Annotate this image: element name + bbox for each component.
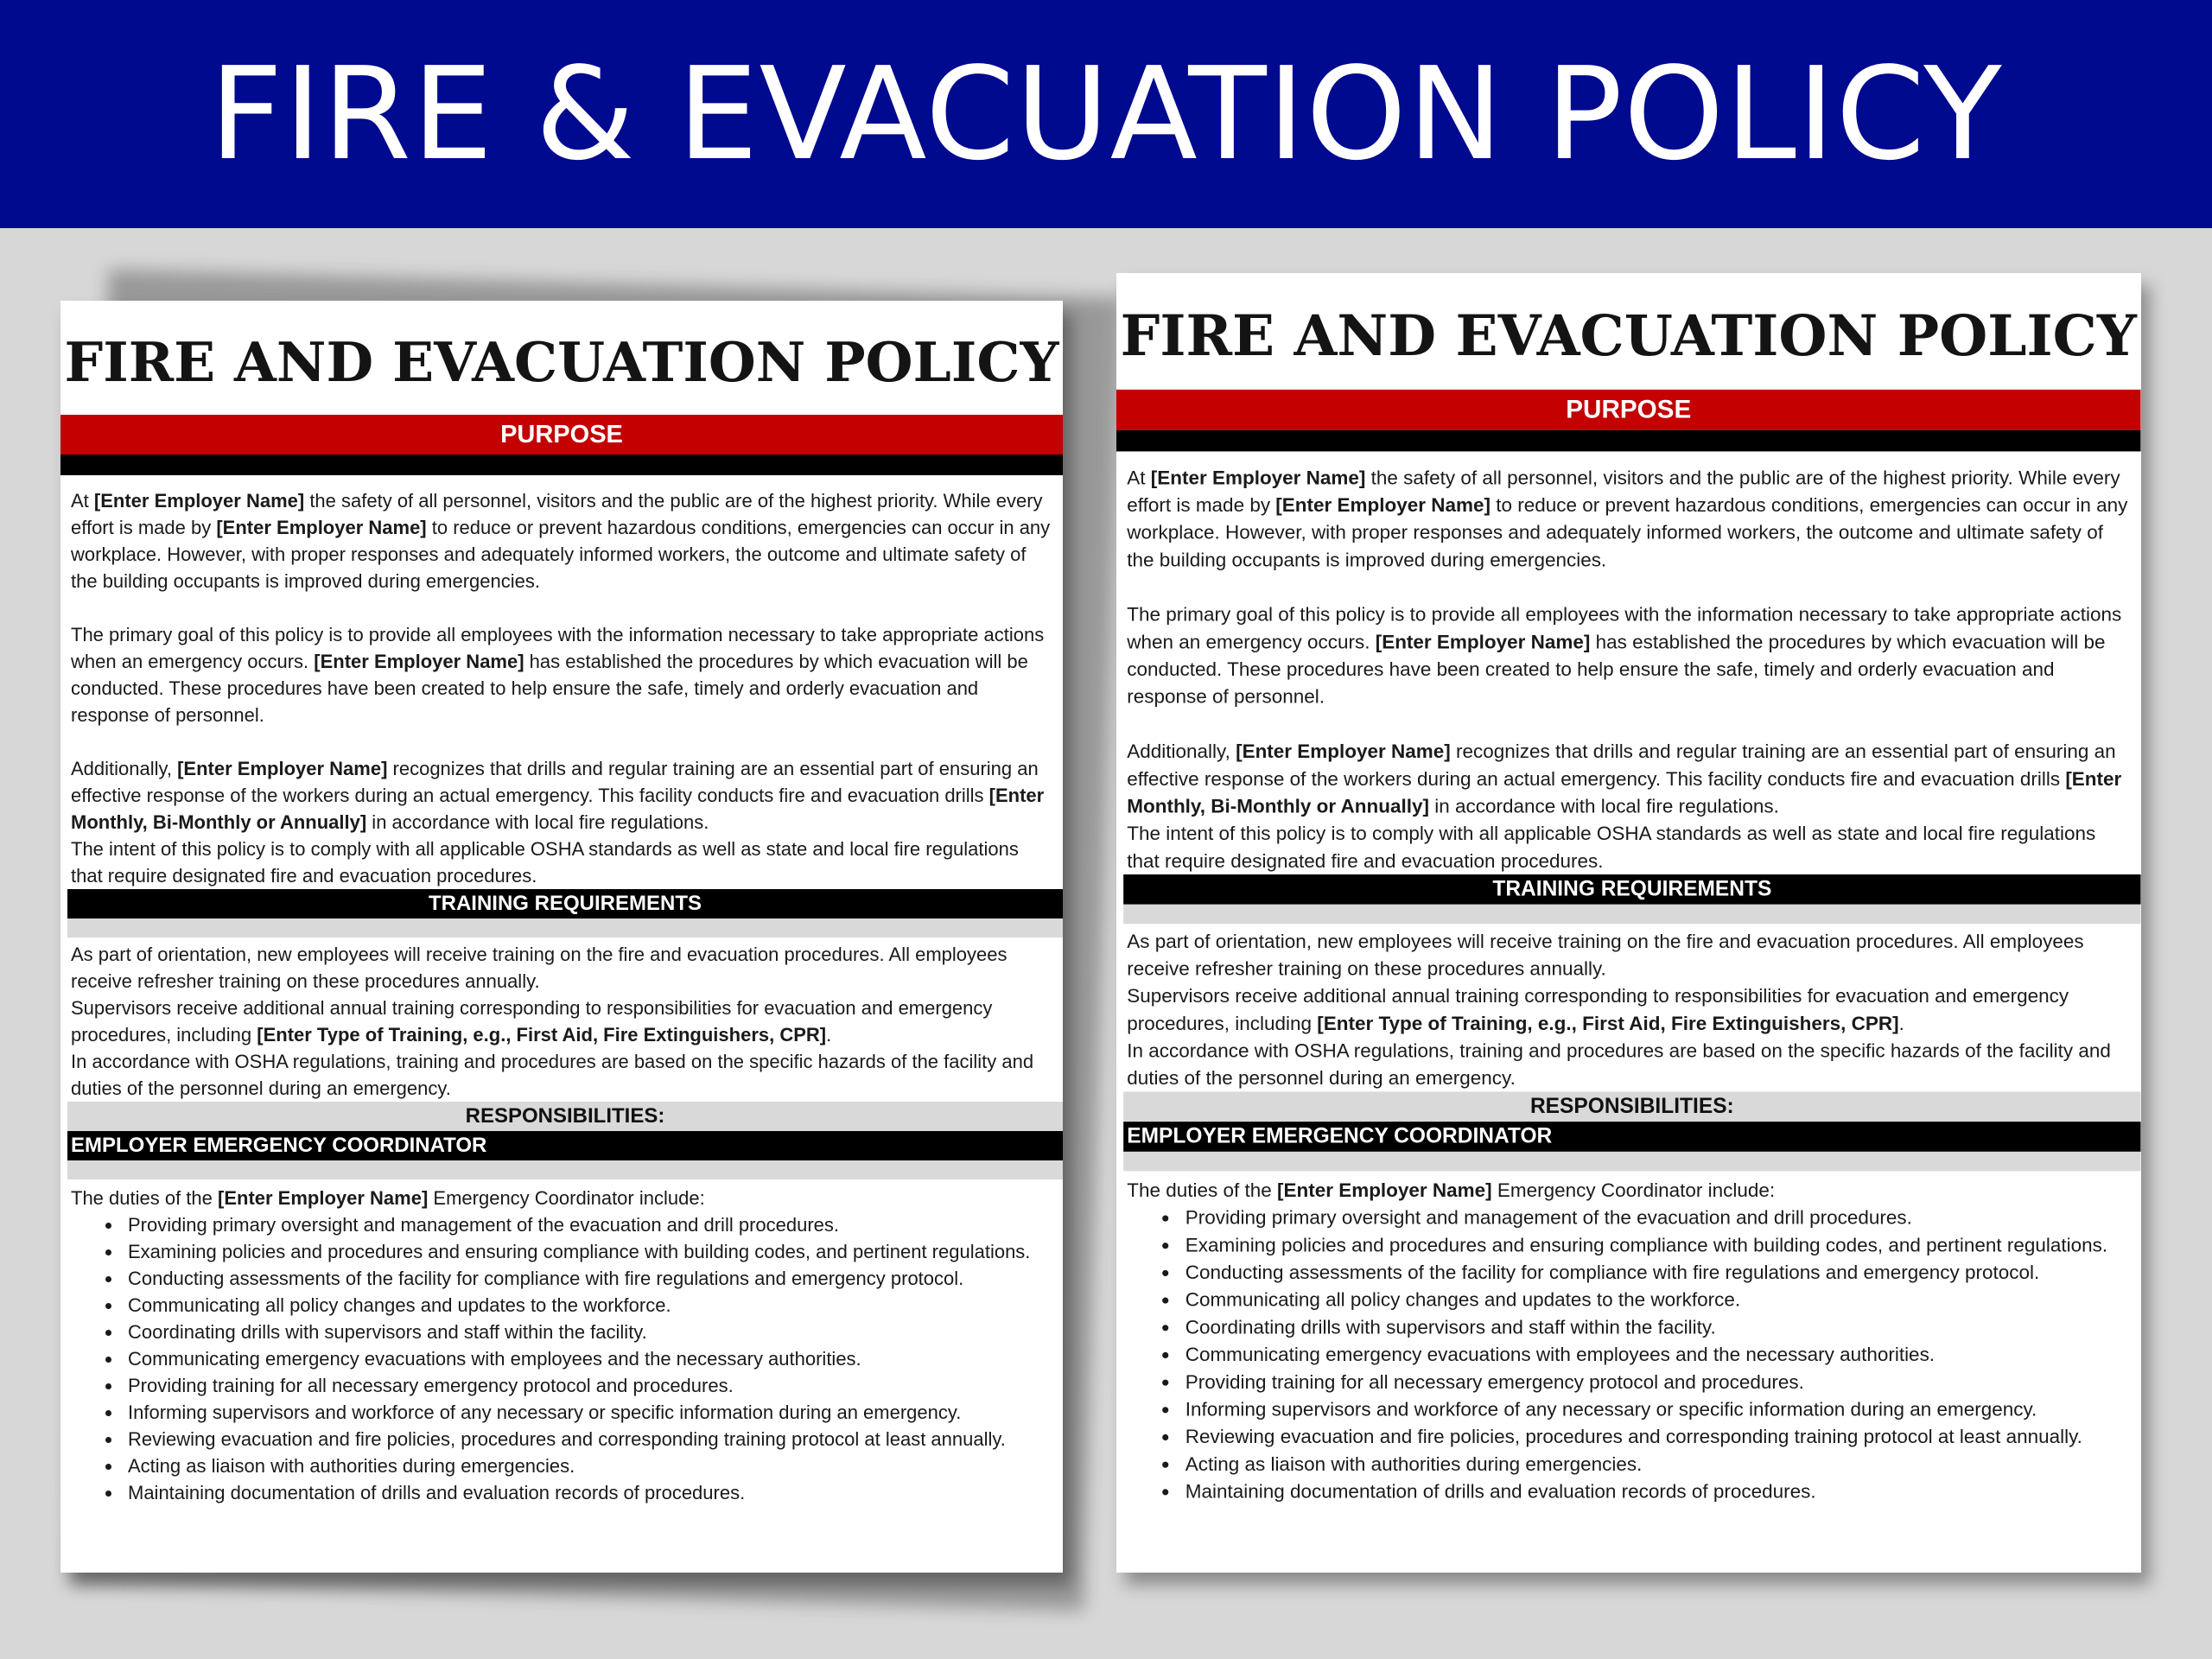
purpose-heading: PURPOSE [60, 415, 1063, 454]
coordinator-divider [1123, 1152, 2140, 1171]
banner [0, 0, 2212, 228]
coordinator-heading: EMPLOYER EMERGENCY COORDINATOR [67, 1131, 1063, 1160]
purpose-paragraph-4: The intent of this policy is to comply with all applicable OSHA standards as well as state and local fire regulations that require designated fire and evacuation procedures. [71, 838, 1019, 887]
purpose-paragraph-4: The intent of this policy is to comply with all applicable OSHA standards as well as state and local fire regulations that require designated fire and evacuation procedures. [1127, 822, 2096, 872]
purpose-paragraph-2: The primary goal of this policy is to provide all employees with the information necessary to take appropriate actions when an emergency occurs. [Enter Employer Name] has established the procedures by which evacuation will be conducted. These procedures have been created to help ensure the safe, timely and orderly evacuation and response of personnel. [71, 624, 1045, 726]
coordinator-text [1116, 1171, 2141, 1204]
list-item: • Conducting assessments of the facility for compliance with fire regulations and emergency protocol. [1180, 1259, 2141, 1287]
list-item: • Communicating all policy changes and updates to the workforce. [1180, 1286, 2141, 1313]
coordinator-intro: The duties of the [Enter Employer Name] Emergency Coordinator include: [71, 1187, 705, 1209]
duties-list [1116, 1204, 2141, 1505]
list-item: • Reviewing evacuation and fire policies, procedures and corresponding training protocol at least annually. [1180, 1423, 2141, 1451]
list-item: • Coordinating drills with supervisors and staff within the facility. [123, 1319, 1063, 1345]
list-item: • Providing primary oversight and management of the evacuation and drill procedures. [123, 1211, 1063, 1238]
purpose-paragraph-1: At [Enter Employer Name] the safety of all personnel, visitors and the public are of the highest priority. While every effort is made by [Enter Employer Name] to reduce or prevent hazardous conditions, emergencies can occur in any workplace. However, with proper responses and adequately informed workers, the outcome and ultimate safety of the building occupants is improved during emergencies. [71, 490, 1051, 592]
training-paragraph-2: Supervisors receive additional annual training corresponding to responsibilities for evacuation and emergency procedures, including [Enter Type of Training, e.g., First Aid, Fire Extinguishers, CPR]. [1127, 984, 2069, 1034]
coordinator-intro: The duties of the [Enter Employer Name] Emergency Coordinator include: [1127, 1179, 1776, 1202]
left-page [60, 301, 1063, 1573]
training-paragraph-1: As part of orientation, new employees will receive training on the fire and evacuation procedures. All employees receive refresher training on these procedures annually. [1127, 930, 2084, 980]
responsibilities-heading: RESPONSIBILITIES: [1123, 1091, 2140, 1122]
list-item: • Maintaining documentation of drills and evaluation records of procedures. [123, 1479, 1063, 1506]
purpose-heading: PURPOSE [1116, 390, 2141, 430]
training-text [60, 938, 1063, 1102]
list-item: • Acting as liaison with authorities during emergencies. [1180, 1450, 2141, 1478]
list-item: • Communicating emergency evacuations with employees and the necessary authorities. [123, 1345, 1063, 1372]
right-document [1116, 273, 2141, 1505]
training-heading: TRAINING REQUIREMENTS [1123, 874, 2140, 905]
list-item: • Providing training for all necessary emergency protocol and procedures. [123, 1372, 1063, 1399]
document-title: FIRE AND EVACUATION POLICY [64, 330, 1059, 394]
training-heading: TRAINING REQUIREMENTS [67, 889, 1063, 918]
purpose-text [1116, 451, 2141, 874]
right-page [1116, 273, 2141, 1573]
list-item: • Acting as liaison with authorities during emergencies. [123, 1452, 1063, 1479]
list-item: • Coordinating drills with supervisors and staff within the facility. [1180, 1313, 2141, 1341]
purpose-paragraph-3: Additionally, [Enter Employer Name] recognizes that drills and regular training are an essential part of ensuring an effective response of the workers during an actual emergency. This facility conducts fire and evacuation drills [Enter Monthly, Bi-Monthly or Annually] in accordance with local fire regulations. [1127, 740, 2122, 817]
document-title: FIRE AND EVACUATION POLICY [1120, 302, 2137, 369]
training-divider [1123, 905, 2140, 924]
coordinator-divider [67, 1160, 1063, 1179]
purpose-text [60, 475, 1063, 889]
training-paragraph-3: In accordance with OSHA regulations, training and procedures are based on the specific hazards of the facility and duties of the personnel during an emergency. [71, 1051, 1034, 1099]
purpose-divider [60, 454, 1063, 475]
duties-list [60, 1211, 1063, 1506]
training-divider [67, 918, 1063, 938]
list-item: • Maintaining documentation of drills and evaluation records of procedures. [1180, 1478, 2141, 1505]
training-paragraph-3: In accordance with OSHA regulations, training and procedures are based on the specific hazards of the facility and duties of the personnel during an emergency. [1127, 1039, 2111, 1090]
list-item: • Conducting assessments of the facility for compliance with fire regulations and emergency protocol. [123, 1265, 1063, 1292]
training-paragraph-1: As part of orientation, new employees will receive training on the fire and evacuation procedures. All employees receive refresher training on these procedures annually. [71, 944, 1007, 992]
responsibilities-heading: RESPONSIBILITIES: [67, 1102, 1063, 1131]
banner-title: FIRE & EVACUATION POLICY [209, 40, 2003, 188]
purpose-paragraph-3: Additionally, [Enter Employer Name] recognizes that drills and regular training are an essential part of ensuring an effective response of the workers during an actual emergency. This facility conducts fire and evacuation drills [Enter Monthly, Bi-Monthly or Annually] in accordance with local fire regulations. [71, 758, 1045, 833]
coordinator-text [60, 1179, 1063, 1211]
purpose-paragraph-1: At [Enter Employer Name] the safety of all personnel, visitors and the public are of the highest priority. While every effort is made by [Enter Employer Name] to reduce or prevent hazardous conditions, emergencies can occur in any workplace. However, with proper responses and adequately informed workers, the outcome and ultimate safety of the building occupants is improved during emergencies. [1127, 466, 2128, 571]
purpose-paragraph-2: The primary goal of this policy is to provide all employees with the information necessary to take appropriate actions when an emergency occurs. [Enter Employer Name] has established the procedures by which evacuation will be conducted. These procedures have been created to help ensure the safe, timely and orderly evacuation and response of personnel. [1127, 603, 2122, 708]
training-paragraph-2: Supervisors receive additional annual training corresponding to responsibilities for evacuation and emergency procedures, including [Enter Type of Training, e.g., First Aid, Fire Extinguishers, CPR]. [71, 997, 993, 1046]
list-item: • Communicating all policy changes and updates to the workforce. [123, 1292, 1063, 1319]
list-item: • Providing training for all necessary emergency protocol and procedures. [1180, 1368, 2141, 1395]
training-text [1116, 924, 2141, 1091]
list-item: • Providing primary oversight and management of the evacuation and drill procedures. [1180, 1204, 2141, 1231]
list-item: • Examining policies and procedures and ensuring compliance with building codes, and pertinent regulations. [123, 1238, 1063, 1265]
list-item: • Informing supervisors and workforce of any necessary or specific information during an emergency. [1180, 1395, 2141, 1423]
list-item: • Examining policies and procedures and ensuring compliance with building codes, and pertinent regulations. [1180, 1231, 2141, 1259]
coordinator-heading: EMPLOYER EMERGENCY COORDINATOR [1123, 1122, 2140, 1152]
list-item: • Informing supervisors and workforce of any necessary or specific information during an emergency. [123, 1399, 1063, 1426]
purpose-divider [1116, 430, 2141, 452]
list-item: • Reviewing evacuation and fire policies, procedures and corresponding training protocol at least annually. [123, 1426, 1063, 1452]
list-item: • Communicating emergency evacuations with employees and the necessary authorities. [1180, 1341, 2141, 1369]
left-document [60, 301, 1063, 1506]
